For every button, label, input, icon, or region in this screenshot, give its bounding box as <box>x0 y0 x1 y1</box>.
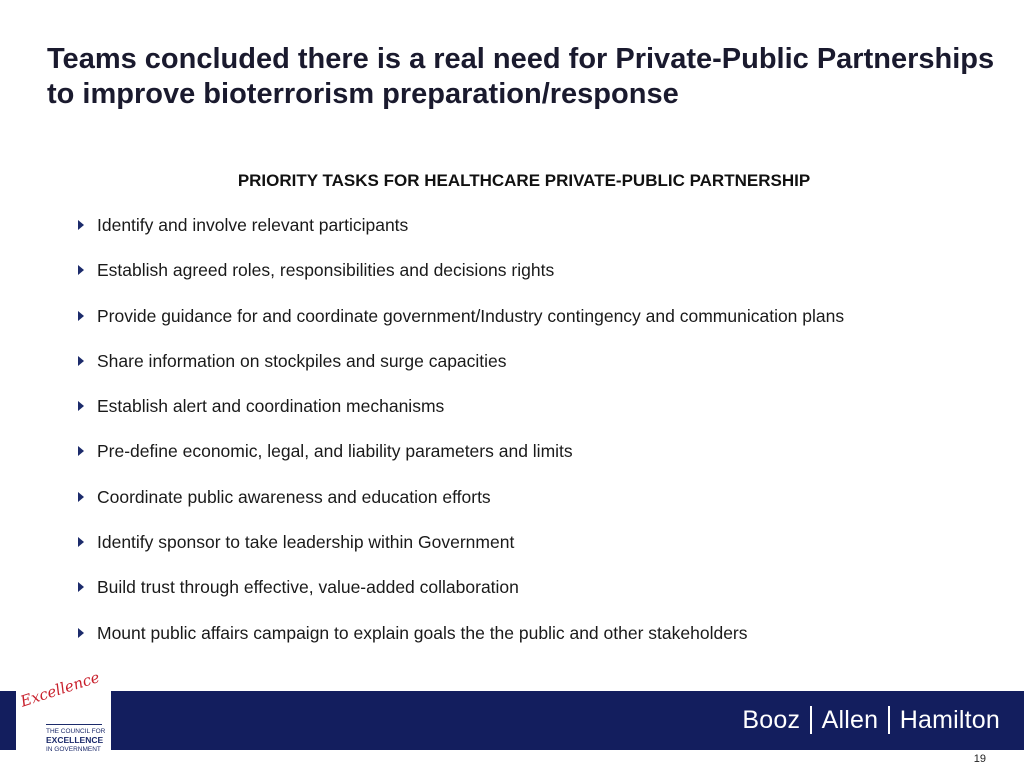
bullet-text: Identify and involve relevant participants <box>97 215 409 235</box>
booz-allen-hamilton-logo <box>742 703 1000 737</box>
brand-word-hamilton: Hamilton <box>899 705 1000 734</box>
triangle-right-icon <box>78 628 84 638</box>
bullet-text: Establish alert and coordination mechanisms <box>97 396 445 417</box>
triangle-right-icon <box>78 220 84 230</box>
triangle-right-icon <box>78 356 84 366</box>
triangle-right-icon <box>78 537 84 547</box>
section-subtitle: PRIORITY TASKS FOR HEALTHCARE PRIVATE-PUBLIC PARTNERSHIP <box>237 171 811 190</box>
slide-title: Teams concluded there is a real need for Private-Public Partnerships to improve bioterrorism preparation/response <box>47 43 995 110</box>
list-item <box>78 530 998 575</box>
logo-line-2: EXCELLENCE <box>46 735 104 745</box>
bullet-text: Share information on stockpiles and surge capacities <box>97 350 507 371</box>
list-item <box>78 394 998 439</box>
bullet-text: Build trust through effective, value-added collaboration <box>97 577 519 598</box>
bullet-text: Coordinate public awareness and education efforts <box>97 486 491 507</box>
list-item <box>78 439 998 484</box>
council-excellence-logo <box>16 668 111 753</box>
triangle-right-icon <box>78 311 84 321</box>
logo-line-3: IN GOVERNMENT <box>46 746 101 753</box>
triangle-right-icon <box>78 582 84 592</box>
bullet-text: Mount public affairs campaign to explain goals the the public and other stakeholders <box>97 622 748 643</box>
logo-line-1: THE COUNCIL FOR <box>46 728 106 735</box>
logo-text-block <box>46 727 110 754</box>
triangle-right-icon <box>78 492 84 502</box>
logo-script-text: Excellence <box>18 668 102 711</box>
priority-task-list <box>78 213 998 666</box>
list-item <box>78 213 998 258</box>
bullet-text: Establish agreed roles, responsibilities and decisions rights <box>97 260 555 281</box>
triangle-right-icon <box>78 265 84 275</box>
brand-word-allen: Allen <box>821 705 879 734</box>
brand-separator <box>888 706 890 734</box>
list-item <box>78 621 998 666</box>
triangle-right-icon <box>78 401 84 411</box>
list-item <box>78 258 998 303</box>
list-item <box>78 349 998 394</box>
brand-separator <box>810 706 812 734</box>
page-number: 19 <box>973 753 986 765</box>
bullet-text: Identify sponsor to take leadership within Government <box>97 532 515 553</box>
list-item <box>78 304 998 349</box>
list-item <box>78 485 998 530</box>
triangle-right-icon <box>78 446 84 456</box>
logo-divider <box>46 724 102 725</box>
brand-word-booz: Booz <box>742 705 801 734</box>
list-item <box>78 575 998 620</box>
bullet-text: Pre-define economic, legal, and liability parameters and limits <box>97 441 573 462</box>
bullet-text: Provide guidance for and coordinate government/Industry contingency and communication plans <box>97 305 845 326</box>
